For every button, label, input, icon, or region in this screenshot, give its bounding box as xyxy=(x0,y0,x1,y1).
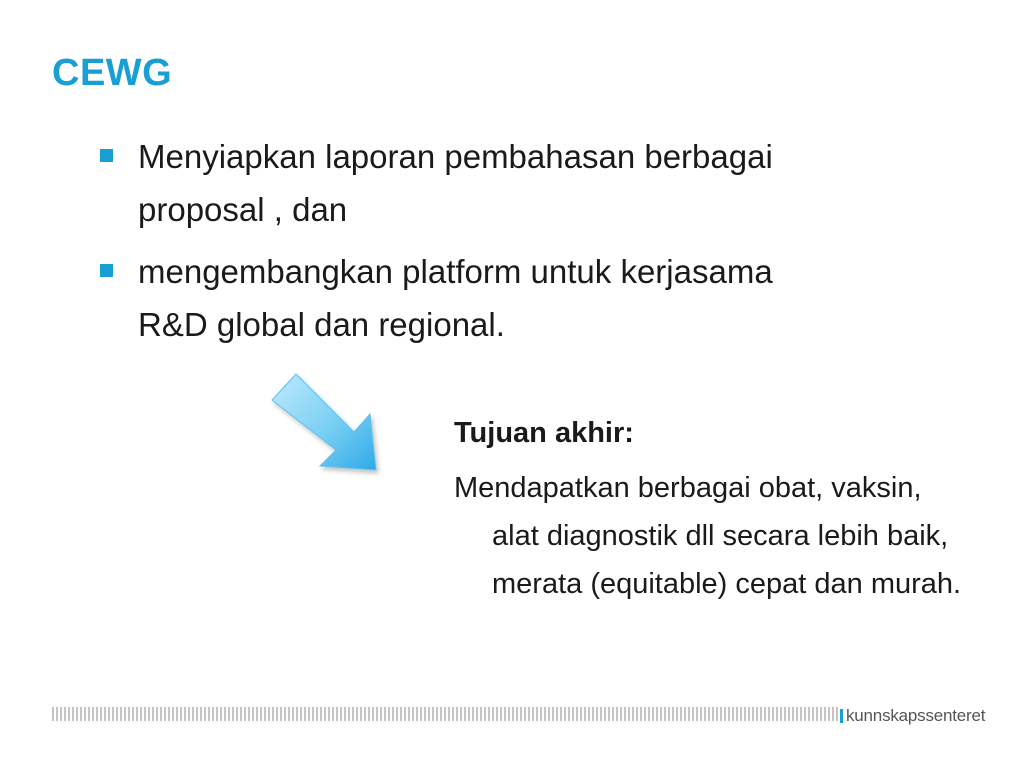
logo-text: kunnskapssenteret xyxy=(846,706,986,725)
bullet-list xyxy=(96,130,816,360)
goal-heading: Tujuan akhir: xyxy=(454,417,634,449)
footer-divider xyxy=(52,707,838,721)
logo xyxy=(840,700,985,728)
bullet-item xyxy=(96,130,816,236)
logo-mark-icon xyxy=(840,709,843,723)
slide-title: CEWG xyxy=(52,52,173,94)
goal-block xyxy=(454,408,962,608)
diagonal-down-right-arrow-icon xyxy=(260,362,390,480)
square-bullet-icon xyxy=(100,149,113,162)
bullet-text: mengembangkan platform untuk kerjasama R&D global dan regional. xyxy=(138,253,773,343)
bullet-text: Menyiapkan laporan pembahasan berbagai proposal , dan xyxy=(138,138,773,228)
bullet-item xyxy=(96,245,816,351)
square-bullet-icon xyxy=(100,264,113,277)
goal-text: Mendapatkan berbagai obat, vaksin, alat diagnostik dll secara lebih baik, merata (equitable) cepat dan murah. xyxy=(454,472,962,600)
